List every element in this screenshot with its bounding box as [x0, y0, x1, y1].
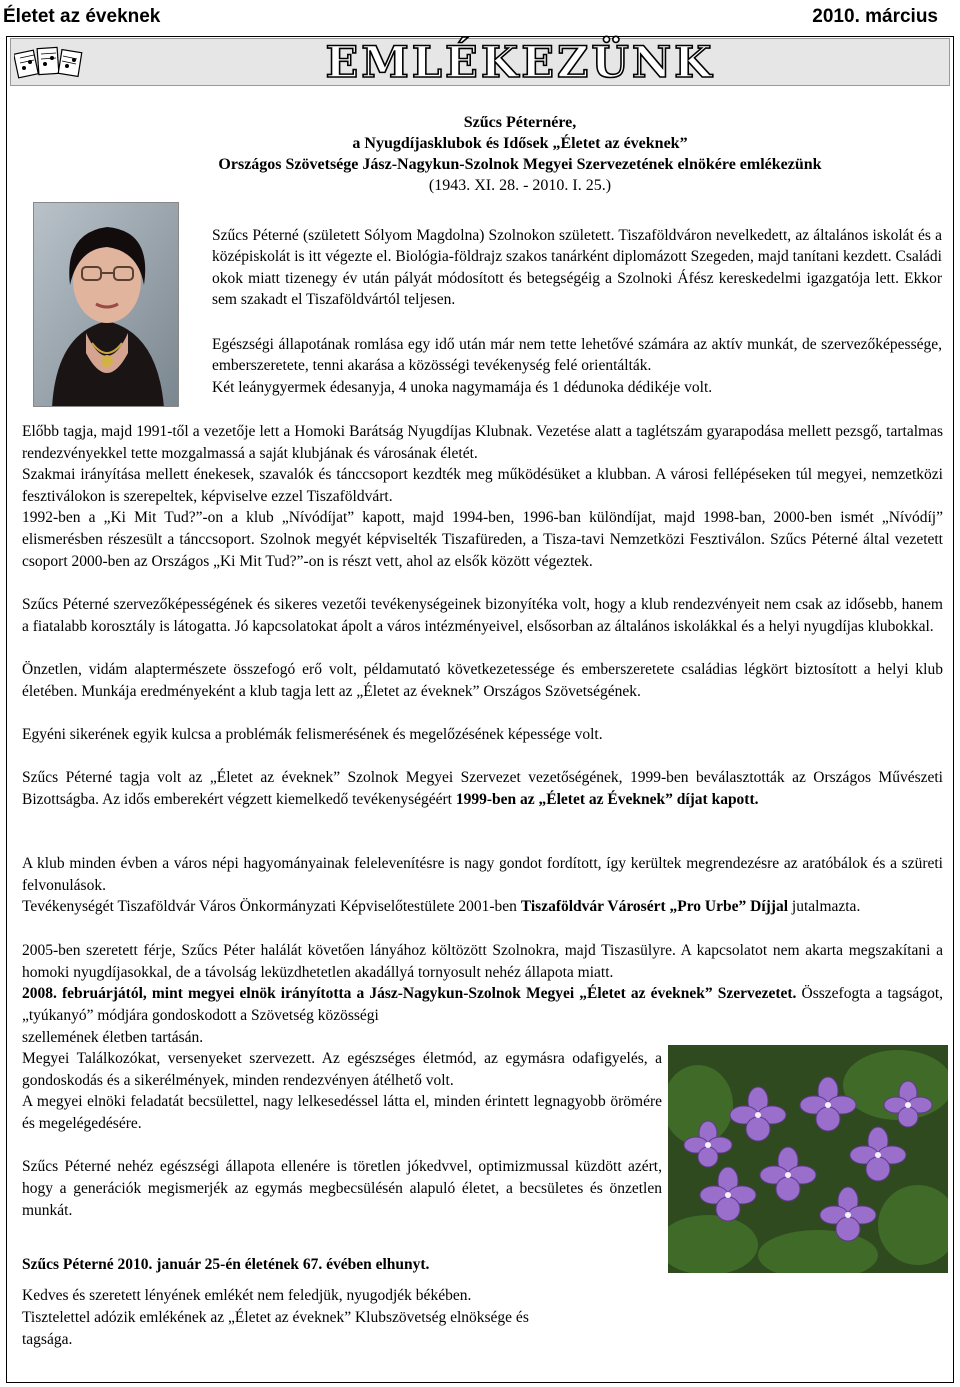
pro-urbe-text: Tevékenységét Tiszaföldvár Város Önkormányzati Képviselőtestülete 2001-ben [22, 898, 521, 915]
committee-paragraph [22, 767, 943, 811]
county-president-bold: 2008. februárjától, mint megyei elnök irányította a Jász-Nagykun-Szolnok Megyei „Életet az éveknek” Szervezetet. [22, 985, 797, 1002]
pro-urbe-end: jutalmazta. [788, 898, 861, 915]
relocation-paragraph: 2005-ben szeretett férje, Szűcs Péter halálát követően lányához költözött Szolnokra, majd Tiszasülyre. A kapcsolatot nem akarta megszakítani a homoki nyugdíjasokkal, de a távolság leküzdhetetlen akadállyá tornyosult nehéz állapota miatt. [22, 942, 943, 981]
club-groups-paragraph: Szakmai irányítása mellett énekesek, szavalók és tánccsoport kezdték meg működésüket a klubban. A városi fellépéseken túl megyei, nemzetközi fesztiválokon is szerepeltek, képviselve ezzel Tiszaföldvárt. [22, 466, 943, 505]
committee-text: Szűcs Péterné tagja volt az „Életet az éveknek” Szolnok Megyei Szervezet vezetőségének, 1999-ben beválasztották az Országos Művészeti Bizottságba. Az idős emberekért végzett kiemelkedő tevékenységéért [22, 769, 943, 808]
club-leader-paragraph: Előbb tagja, majd 1991-től a vezetője lett a Homoki Barátság Nyugdíjas Klubnak. Vezetése alatt a taglétszám gyarapodása mellett pezsgő, tartalmas rendezvényekkel tette mozgalmassá a saját klubjának és városának életét. [22, 423, 943, 462]
header-date: 2010. március [812, 6, 938, 27]
success-paragraph: Egyéni sikerének egyik kulcsa a problémák felismerésének és megelőzésének képessége volt. [22, 726, 603, 743]
county-president-paragraph [22, 983, 943, 1027]
meetings-paragraph: Megyei Találkozókat, versenyeket szervezett. Az egészséges életmód, az egymásra odafigyelés, a gondoskodás és a sikerélmények, minden rendezvényen átélhető volt. [22, 1050, 662, 1089]
intro-tribute: Országos Szövetsége Jász-Nagykun-Szolnok Megyei Szervezetének elnökére emlékezünk [218, 156, 822, 173]
banner-title: EMLÉKEZÜNK [325, 38, 715, 88]
portrait-photo [33, 202, 179, 407]
closing-tribute: Tisztelettel adózik emlékének az „Életet az éveknek” Klubszövetség elnöksége és tagsága. [22, 1309, 529, 1348]
character-paragraph: Önzetlen, vidám alaptermészete összefogó erő volt, példamutató következetessége és emberszeretete családias légkört biztosított a helyi klub életében. Munkája eredményeként a klub tagja lett az „Életet az éveknek” Országos Szövetségének. [22, 661, 943, 700]
intro-organization: a Nyugdíjasklubok és Idősek „Életet az éveknek” [352, 135, 688, 152]
pro-urbe-award: Tiszaföldvár Városért „Pro Urbe” Díjjal [520, 898, 789, 915]
organizer-paragraph: Szűcs Péterné szervezőképességének és sikeres vezetői tevékenységeinek bizonyítéka volt, hogy a klub rendezvényeit nem csak az idősebb, hanem a fiatalabb korosztály is látogatta. Jó kapcsolatokat ápolt a város intézményeivel, elsősorban az általános iskolákkal és a helyi nyugdíjas klubokkal. [22, 596, 943, 635]
intro-dates: (1943. XI. 28. - 2010. I. 25.) [428, 177, 612, 194]
optimism-paragraph: Szűcs Péterné nehéz egészségi állapota ellenére is töretlen jókedvvel, optimizmussal küzdött azért, hogy a generációk megismerjék az egymás megbecsülésén alapuló életet, a becsületes és önzetlen munkát. [22, 1158, 662, 1219]
duty-paragraph: A megyei elnöki feladatát becsülettel, nagy lelkesedéssel látta el, minden érintett legnagyobb örömére és megelégedésére. [22, 1093, 662, 1132]
farewell-line: Kedves és szeretett lényének emlékét nem feledjük, nyugodjék békében. [22, 1287, 472, 1304]
page-header [0, 6, 960, 28]
community-spirit-line: szellemének életben tartásán. [22, 1029, 204, 1046]
family-paragraph: Két leánygyermek édesanyja, 4 unoka nagymamája és 1 dédunoka dédikéje volt. [212, 379, 713, 396]
pro-urbe-paragraph [22, 896, 943, 918]
health-paragraph: Egészségi állapotának romlása egy idő után már nem tette lehetővé számára az aktív munkát, de szervezőképessége, emberszeretete, tenni akarása a közösségi tevékenység felé orientálták. [212, 336, 942, 375]
violet-flowers-photo [668, 1045, 948, 1273]
county-president-text: Összefogta a tagságot, „tyúkanyó” módjára gondoskodott a Szövetség közösségi [22, 985, 943, 1024]
traditions-paragraph: A klub minden évben a város népi hagyományainak felelevenítésre is nagy gondot fordított, így kerültek megrendezésre az aratóbálok és a szüreti felvonulások. [22, 855, 943, 894]
intro-name: Szűcs Péternére, [463, 114, 577, 131]
death-notice: Szűcs Péterné 2010. január 25-én életének 67. évében elhunyt. [22, 1256, 430, 1273]
awards-paragraph: 1992-ben a „Ki Mit Tud?”-on a klub „Nívódíjat” kapott, majd 1994-ben, 1996-ban különdíjat, majd 1998-ban, 2000-ben ismét „Nívódíj” elismerésben részesült a tánccsoport. Szolnok megyét képviselték Tiszafüreden, a Tisza-tavi Nemzetközi Fesztiválon. Szűcs Péterné által vezetett csoport 2000-ben az Országos „Ki Mit Tud?”-on is részt vett, ahol az elsők között végeztek. [22, 509, 943, 570]
header-publication: Életet az éveknek [3, 6, 161, 27]
committee-award: 1999-ben az „Életet az Éveknek” díjat kapott. [455, 791, 759, 808]
biography-paragraph: Szűcs Péterné (született Sólyom Magdolna) Szolnokon született. Tiszaföldváron nevelkedett, az általános iskolát és a középiskolát is itt végezte el. Biológia-földrajz szakos tanárként diplomázott Szegeden, majd tanítani kezdett. Családi okok miatt tizenegy év után pályát módosított és betegségéig a Szolnoki Áfész kereskedelmi igazgatója lett. Ekkor sem szakadt el Tiszaföldvártól teljesen. [212, 227, 942, 309]
